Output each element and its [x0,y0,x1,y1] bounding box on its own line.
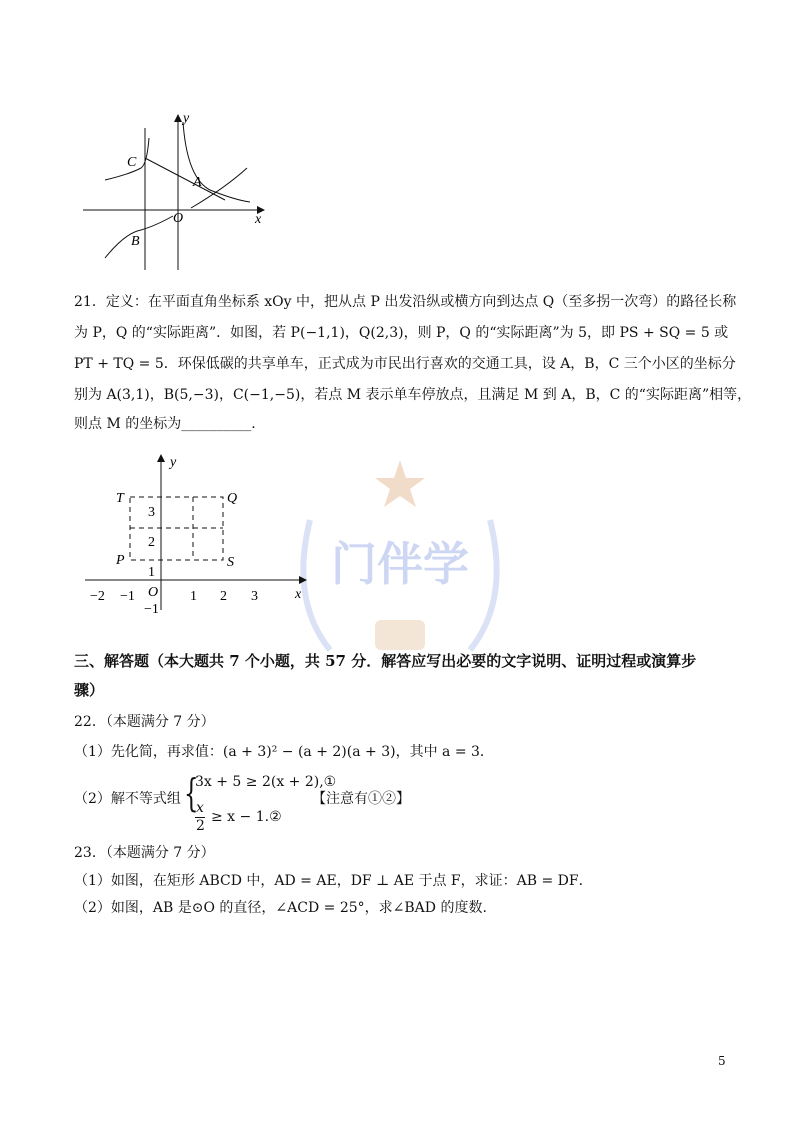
q21-line2: 为 P，Q 的“实际距离”．如图，若 P(−1,1)，Q(2,3)，则 P，Q 的“实际距离”为 5，即 PS + SQ = 5 或 [74,325,729,341]
fraction-numerator: x [196,800,204,816]
tick-x-neg2: −2 [90,589,105,604]
label-x: x [295,587,302,602]
q23-part1: （1）如图，在矩形 ABCD 中，AD = AE，DF ⊥ AE 于点 F，求证：AB = DF． [74,873,593,889]
q22-part1: （1）先化简，再求值：(a + 3)² − (a + 2)(a + 3)，其中 a = 3． [74,744,494,760]
q21-line5: 则点 M 的坐标为__________. [74,416,256,432]
tick-x-2: 2 [220,589,227,604]
q22-note: 【注意有①②】 [312,791,410,807]
label-t: T [116,491,124,506]
label-p: P [116,553,125,568]
distance-graph [80,450,320,620]
tick-x-1: 1 [190,589,197,604]
label-s: S [227,555,234,570]
label-o: O [173,211,184,226]
label-y: y [183,111,190,126]
q21-line3: PT + TQ = 5．环保低碳的共享单车，正式成为市民出行喜欢的交通工具，设 A，B，C 三个小区的坐标分 [74,356,736,372]
watermark-text: 门伴学 [331,537,469,591]
label-a: A [193,175,202,190]
section3-title-line2: 骤） [74,681,105,699]
hyperbola-graph [75,108,275,278]
tick-y-2: 2 [148,535,155,550]
q22-header: 22．（本题满分 7 分） [74,714,215,730]
q21-line4: 别为 A(3,1)，B(5,−3)，C(−1,−5)，若点 M 表示单车停放点，且满足 M 到 A，B，C 的“实际距离”相等， [74,387,752,403]
q21-line1: 21．定义：在平面直角坐标系 xOy 中，把从点 P 出发沿纵或横方向到达点 Q（至多拐一次弯）的路径长称 [74,294,737,310]
label-b: B [131,234,140,249]
fraction-denominator: 2 [196,818,205,834]
section3-title-line1: 三、解答题（本大题共 7 个小题，共 57 分．解答应写出必要的文字说明、证明过程或演算步 [74,652,697,670]
label-c: C [127,155,137,170]
label-o: O [148,585,159,600]
label-q: Q [227,491,238,506]
tick-x-3: 3 [251,589,258,604]
tick-x-neg1: −1 [120,589,135,604]
tick-y-1: 1 [148,565,155,580]
hyperbola-branch-1 [183,122,250,202]
q23-header: 23．（本题满分 7 分） [74,845,215,861]
tick-y-3: 3 [148,505,155,520]
label-y: y [170,455,177,470]
label-x: x [255,212,262,227]
inequality-1: 3x + 5 ≥ 2(x + 2),① [195,774,337,790]
q23-part2: （2）如图，AB 是⊙O 的直径，∠ACD = 25°，求∠BAD 的度数. [74,900,487,916]
system-brace: { [184,771,199,815]
inequality-2-rest: ≥ x − 1.② [211,809,282,825]
q22-part2-label: （2）解不等式组 [74,791,181,807]
tick-y-neg1: −1 [144,602,159,617]
page-number: 5 [718,1054,726,1068]
